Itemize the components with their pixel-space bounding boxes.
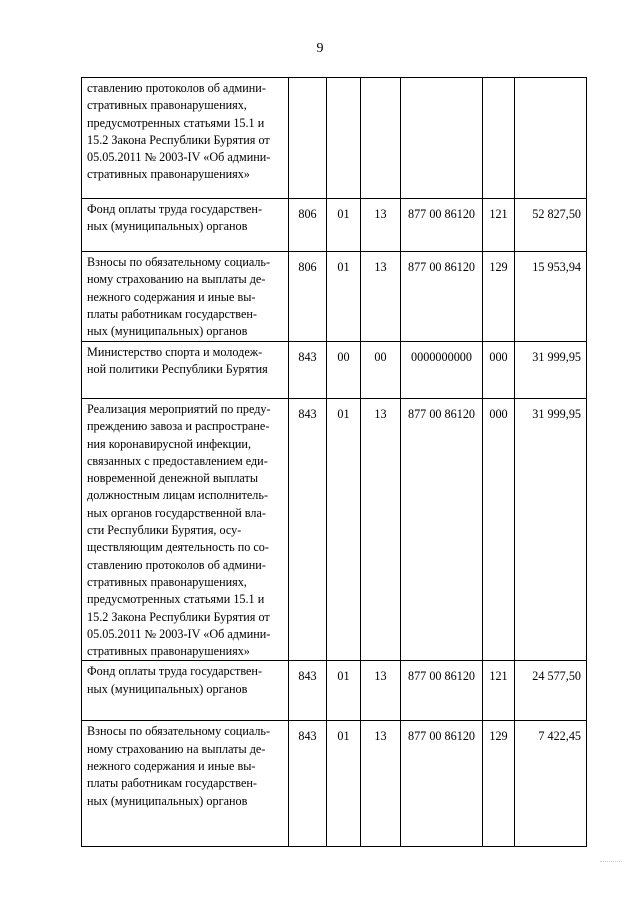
expense-type-code: 121 [483, 661, 515, 721]
table-row [82, 199, 587, 252]
target-article-code: 877 00 86120 [401, 721, 483, 847]
amount: 31 999,95 [515, 342, 587, 399]
target-article-code: 877 00 86120 [401, 399, 483, 661]
amount: 15 953,94 [515, 252, 587, 342]
row-description: Реализация мероприятий по преду- преждению завоза и распростране- ния коронавирусной инфекции, связанных с предоставлением еди- новременной денежной выплаты должностным лицам исполнитель- ных органов государственной вла- сти Республики Бурятия, осу- ществляющим деятельность по со- ставлению протоколов об админи- стративных правонарушениях, предусмотренных статьями 15.1 и 15.2 Закона Республики Бурятия от 05.05.2011 № 2003-IV «Об админи- стративных правонарушениях» [82, 399, 289, 661]
table-row [82, 252, 587, 342]
expense-type-code: 129 [483, 252, 515, 342]
section-code [327, 78, 361, 199]
table-row [82, 342, 587, 399]
ministry-code: 843 [289, 399, 327, 661]
amount: 7 422,45 [515, 721, 587, 847]
row-description: Взносы по обязательному социаль- ному страхованию на выплаты де- нежного содержания и иные вы- платы работникам государствен- ных (муниципальных) органов [82, 252, 289, 342]
subsection-code: 13 [361, 252, 401, 342]
expense-type-code: 129 [483, 721, 515, 847]
ministry-code: 806 [289, 199, 327, 252]
section-code: 01 [327, 721, 361, 847]
amount [515, 78, 587, 199]
budget-table [81, 77, 587, 847]
subsection-code: 13 [361, 399, 401, 661]
scan-artifact [600, 861, 622, 864]
table-row [82, 78, 587, 199]
table-row [82, 661, 587, 721]
target-article-code: 877 00 86120 [401, 199, 483, 252]
subsection-code: 13 [361, 661, 401, 721]
subsection-code: 13 [361, 199, 401, 252]
page-number: 9 [316, 41, 324, 56]
row-description: Фонд оплаты труда государствен- ных (муниципальных) органов [82, 199, 289, 252]
section-code: 01 [327, 252, 361, 342]
expense-type-code: 000 [483, 399, 515, 661]
section-code: 01 [327, 199, 361, 252]
ministry-code: 843 [289, 661, 327, 721]
ministry-code: 843 [289, 342, 327, 399]
expense-type-code: 000 [483, 342, 515, 399]
subsection-code: 13 [361, 721, 401, 847]
ministry-code: 843 [289, 721, 327, 847]
row-description: Взносы по обязательному социаль- ному страхованию на выплаты де- нежного содержания и иные вы- платы работникам государствен- ных (муниципальных) органов [82, 721, 289, 847]
target-article-code: 0000000000 [401, 342, 483, 399]
row-description: Министерство спорта и молодеж- ной политики Республики Бурятия [82, 342, 289, 399]
amount: 52 827,50 [515, 199, 587, 252]
expense-type-code [483, 78, 515, 199]
row-description: ставлению протоколов об админи- стративных правонарушениях, предусмотренных статьями 15.1 и 15.2 Закона Республики Бурятия от 05.05.2011 № 2003-IV «Об админи- стративных правонарушениях» [82, 78, 289, 199]
table-row [82, 721, 587, 847]
ministry-code [289, 78, 327, 199]
row-description: Фонд оплаты труда государствен- ных (муниципальных) органов [82, 661, 289, 721]
table-row [82, 399, 587, 661]
section-code: 01 [327, 399, 361, 661]
target-article-code: 877 00 86120 [401, 252, 483, 342]
section-code: 01 [327, 661, 361, 721]
amount: 31 999,95 [515, 399, 587, 661]
amount: 24 577,50 [515, 661, 587, 721]
expense-type-code: 121 [483, 199, 515, 252]
subsection-code [361, 78, 401, 199]
ministry-code: 806 [289, 252, 327, 342]
target-article-code [401, 78, 483, 199]
subsection-code: 00 [361, 342, 401, 399]
section-code: 00 [327, 342, 361, 399]
target-article-code: 877 00 86120 [401, 661, 483, 721]
